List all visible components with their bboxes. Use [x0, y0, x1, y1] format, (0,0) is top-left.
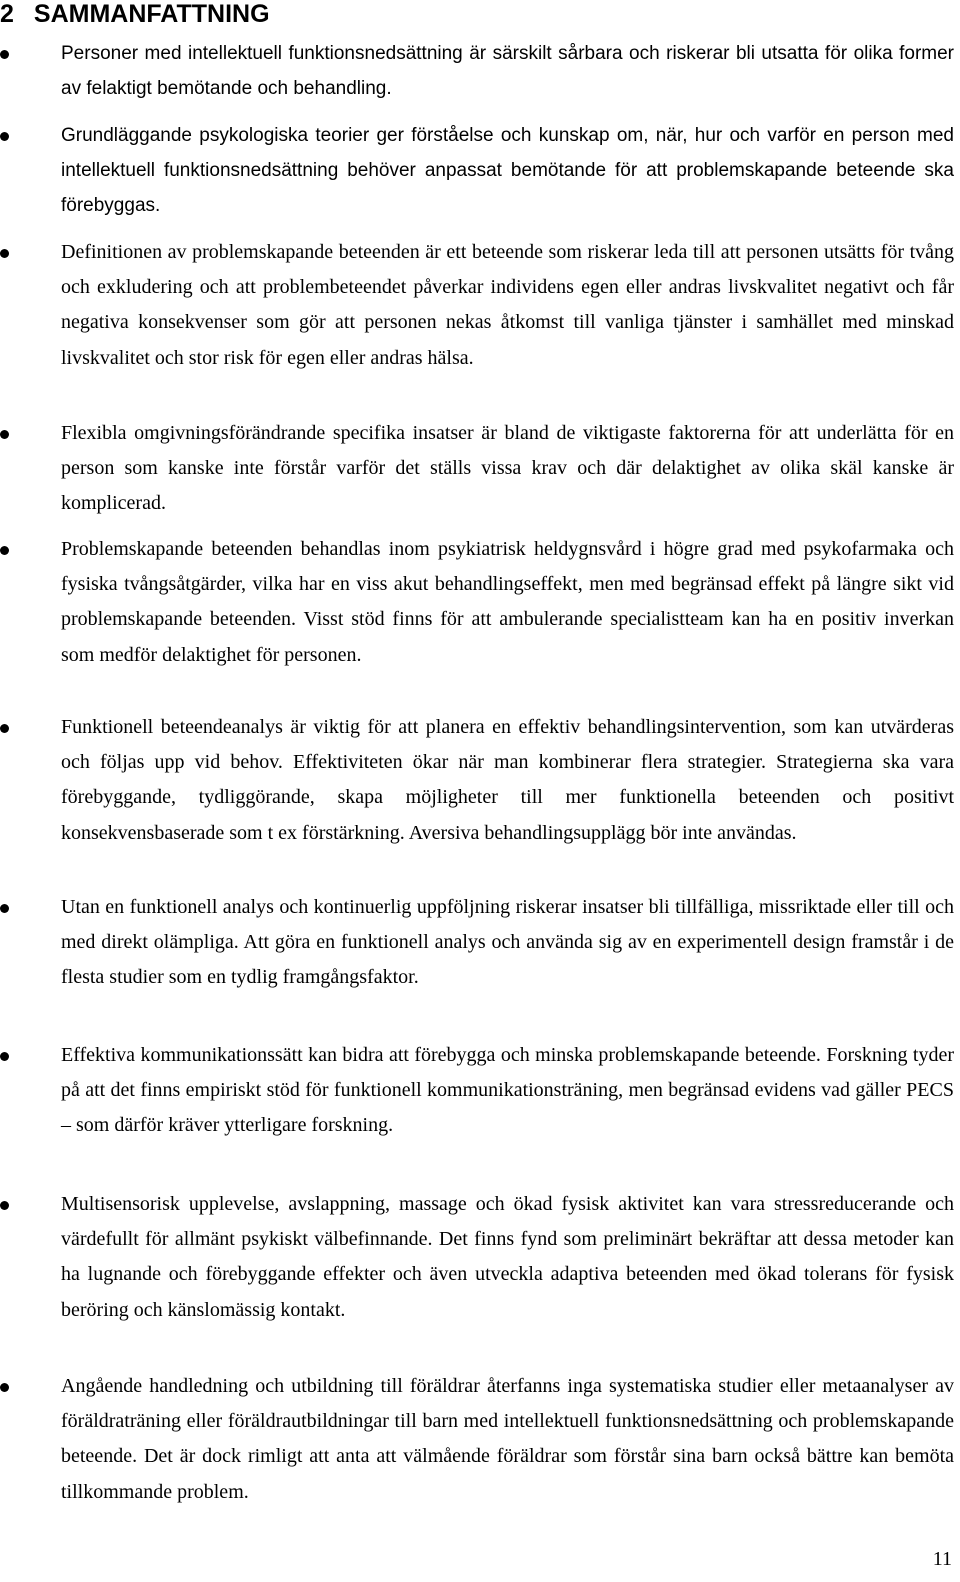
bullet-icon [0, 904, 9, 913]
bullet-text: Multisensorisk upplevelse, avslappning, massage och ökad fysisk aktivitet kan vara stressreducerande och värdefullt för allmänt psykiskt välbefinnande. Det finns fynd som preliminärt bekräftar att dessa metoder kan ha lugnande och förebyggande effekter och även utveckla adaptiva beteenden med ökad tolerans för fysisk beröring och känslomässig kontakt. [61, 1193, 954, 1321]
bullet-icon [0, 724, 9, 733]
section-heading [0, 0, 270, 30]
bullet-icon [0, 50, 9, 59]
bullet-icon [0, 132, 9, 141]
bullet-icon [0, 430, 9, 439]
bullet-text: Angående handledning och utbildning till föräldrar återfanns inga systematiska studier eller metaanalyser av föräldraträning eller föräldrautbildningar till barn med intellektuell funktionsnedsättning och problemskapande beteende. Det är dock rimligt att anta att välmående föräldrar som förstår sina barn också bättre kan bemöta tillkommande problem. [61, 1375, 954, 1503]
bullet-icon [0, 1201, 9, 1210]
section-title: SAMMANFATTNING [33, 0, 270, 28]
bullet-text: Grundläggande psykologiska teorier ger förståelse och kunskap om, när, hur och varför en person med intellektuell funktionsnedsättning behöver anpassat bemötande för att problemskapande beteende ska förebyggas. [61, 125, 954, 217]
bullet-icon [0, 249, 9, 258]
page-number: 11 [932, 1548, 952, 1570]
bullet-icon [0, 1383, 9, 1392]
bullet-text: Effektiva kommunikationssätt kan bidra att förebygga och minska problemskapande beteende. Forskning tyder på att det finns empiriskt stöd för funktionell kommunikationsträning, men begränsad evidens vad gäller PECS – som därför kräver ytterligare forskning. [61, 1044, 954, 1137]
section-number: 2 [0, 0, 14, 28]
bullet-text: Definitionen av problemskapande beteenden är ett beteende som riskerar leda till att personen utsätts för tvång och exkludering och att problembeteendet påverkar individens egen eller andras livskvalitet negativt och får negativa konsekvenser som gör att personen nekas åtkomst till vanliga tjänster i samhället med minskad livskvalitet och stor risk för egen eller andras hälsa. [61, 241, 954, 369]
bullet-text: Personer med intellektuell funktionsnedsättning är särskilt sårbara och riskerar bli utsatta för olika former av felaktigt bemötande och behandling. [61, 43, 954, 100]
bullet-text: Funktionell beteendeanalys är viktig för att planera en effektiv behandlingsintervention, som kan utvärderas och följas upp vid behov. Effektiviteten ökar när man kombinerar flera strategier. Strategierna ska vara förebyggande, tydliggörande, skapa möjligheter till mer funktionella beteenden och positivt konsekvensbaserade som t ex förstärkning. Aversiva behandlingsupplägg bör inte användas. [61, 716, 954, 844]
bullet-icon [0, 1052, 9, 1061]
bullet-text: Utan en funktionell analys och kontinuerlig uppföljning riskerar insatser bli tillfälliga, missriktade eller till och med direkt olämpliga. Att göra en funktionell analys och använda sig av en experimentell design framstår i de flesta studier som en tydlig framgångsfaktor. [61, 896, 954, 989]
bullet-icon [0, 546, 9, 555]
bullet-text: Problemskapande beteenden behandlas inom psykiatrisk heldygnsvård i högre grad med psykofarmaka och fysiska tvångsåtgärder, vilka har en viss akut behandlingseffekt, men med begränsad effekt på längre sikt vid problemskapande beteenden. Visst stöd finns för att ambulerande specialistteam kan ha en positiv inverkan som medför delaktighet för personen. [61, 538, 954, 666]
bullet-text: Flexibla omgivningsförändrande specifika insatser är bland de viktigaste faktorerna för att underlätta för en person som kanske inte förstår varför det ställs vissa krav och där delaktighet av olika skäl kanske är komplicerad. [61, 422, 954, 515]
